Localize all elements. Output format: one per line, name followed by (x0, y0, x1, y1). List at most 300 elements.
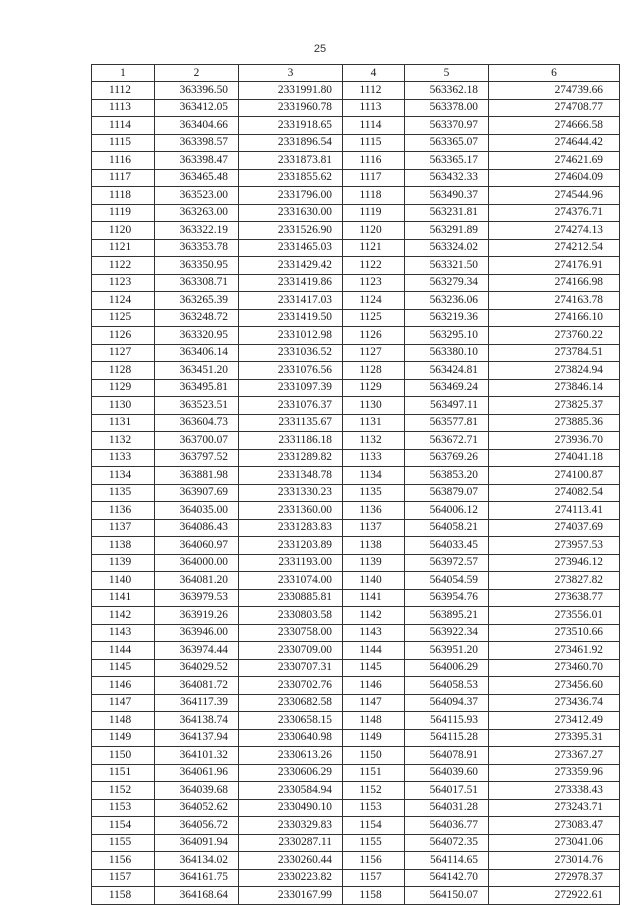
table-row (92, 117, 620, 135)
coordinate-y1-cell: 2331918.65 (239, 117, 343, 135)
coordinate-x1-cell: 364035.00 (155, 502, 239, 520)
coordinate-y1-cell: 2330709.00 (239, 642, 343, 660)
table-row (92, 554, 620, 572)
coordinate-x1-cell: 363396.50 (155, 82, 239, 100)
coordinate-x2-cell: 564017.51 (405, 782, 489, 800)
point-number-cell: 1126 (92, 327, 155, 345)
point-number-cell: 1140 (92, 572, 155, 590)
coordinate-x2-cell: 564039.60 (405, 764, 489, 782)
table-row (92, 799, 620, 817)
coordinate-x1-cell: 363412.05 (155, 99, 239, 117)
point-number-cell: 1138 (92, 537, 155, 555)
table-row (92, 537, 620, 555)
table-row (92, 379, 620, 397)
coordinate-y2-cell: 273827.82 (489, 572, 620, 590)
coordinate-y1-cell: 2330803.58 (239, 607, 343, 625)
table-row (92, 607, 620, 625)
point-number-2-cell: 1151 (343, 764, 405, 782)
coordinate-y2-cell: 274739.66 (489, 82, 620, 100)
coordinate-x2-cell: 564115.93 (405, 712, 489, 730)
coordinate-y1-cell: 2331348.78 (239, 467, 343, 485)
coordinate-y1-cell: 2331429.42 (239, 257, 343, 275)
point-number-cell: 1124 (92, 292, 155, 310)
table-row (92, 659, 620, 677)
point-number-2-cell: 1140 (343, 572, 405, 590)
point-number-cell: 1113 (92, 99, 155, 117)
table-row (92, 817, 620, 835)
coordinate-x2-cell: 564142.70 (405, 869, 489, 887)
coordinate-y1-cell: 2331036.52 (239, 344, 343, 362)
table-row (92, 99, 620, 117)
coordinate-y1-cell: 2331283.83 (239, 519, 343, 537)
coordinate-x1-cell: 364134.02 (155, 852, 239, 870)
page-number: 25 (313, 43, 327, 55)
coordinate-y2-cell: 273556.01 (489, 607, 620, 625)
point-number-2-cell: 1149 (343, 729, 405, 747)
point-number-cell: 1139 (92, 554, 155, 572)
point-number-2-cell: 1128 (343, 362, 405, 380)
coordinate-x1-cell: 363797.52 (155, 449, 239, 467)
coordinate-x2-cell: 563951.20 (405, 642, 489, 660)
coordinate-y1-cell: 2330640.98 (239, 729, 343, 747)
coordinate-x2-cell: 563219.36 (405, 309, 489, 327)
coordinate-y2-cell: 273243.71 (489, 799, 620, 817)
coordinate-x2-cell: 563769.26 (405, 449, 489, 467)
coordinate-y2-cell: 273460.70 (489, 659, 620, 677)
coordinate-x2-cell: 563469.24 (405, 379, 489, 397)
point-number-cell: 1143 (92, 624, 155, 642)
coordinate-x2-cell: 563432.33 (405, 169, 489, 187)
table-row (92, 432, 620, 450)
point-number-cell: 1134 (92, 467, 155, 485)
table-row (92, 344, 620, 362)
table-row (92, 222, 620, 240)
coordinate-y1-cell: 2331074.00 (239, 572, 343, 590)
coordinate-x2-cell: 563321.50 (405, 257, 489, 275)
coordinate-y1-cell: 2331417.03 (239, 292, 343, 310)
coordinate-y2-cell: 273083.47 (489, 817, 620, 835)
coordinate-y1-cell: 2331203.89 (239, 537, 343, 555)
coordinate-y1-cell: 2331186.18 (239, 432, 343, 450)
coordinate-x2-cell: 563236.06 (405, 292, 489, 310)
coordinate-y2-cell: 274621.69 (489, 152, 620, 170)
coordinate-x2-cell: 563279.34 (405, 274, 489, 292)
coordinate-x1-cell: 363604.73 (155, 414, 239, 432)
point-number-cell: 1116 (92, 152, 155, 170)
coordinate-y2-cell: 273946.12 (489, 554, 620, 572)
coordinate-y1-cell: 2331289.82 (239, 449, 343, 467)
table-row (92, 187, 620, 205)
coordinate-x2-cell: 564031.28 (405, 799, 489, 817)
coordinate-y2-cell: 274166.98 (489, 274, 620, 292)
table-row (92, 747, 620, 765)
column-header-6: 6 (489, 65, 620, 82)
table-row (92, 82, 620, 100)
point-number-cell: 1123 (92, 274, 155, 292)
coordinate-y2-cell: 273825.37 (489, 397, 620, 415)
table-row (92, 467, 620, 485)
coordinate-y1-cell: 2331076.37 (239, 397, 343, 415)
point-number-cell: 1146 (92, 677, 155, 695)
point-number-cell: 1117 (92, 169, 155, 187)
table-row (92, 869, 620, 887)
coordinate-y1-cell: 2331465.03 (239, 239, 343, 257)
point-number-2-cell: 1113 (343, 99, 405, 117)
point-number-cell: 1136 (92, 502, 155, 520)
point-number-2-cell: 1123 (343, 274, 405, 292)
point-number-2-cell: 1124 (343, 292, 405, 310)
coordinate-y1-cell: 2330490.10 (239, 799, 343, 817)
coordinate-y1-cell: 2331873.81 (239, 152, 343, 170)
point-number-2-cell: 1146 (343, 677, 405, 695)
coordinate-x2-cell: 563672.71 (405, 432, 489, 450)
table-row (92, 292, 620, 310)
coordinate-x1-cell: 363974.44 (155, 642, 239, 660)
coordinate-x2-cell: 564094.37 (405, 694, 489, 712)
table-row (92, 852, 620, 870)
coordinate-x1-cell: 363322.19 (155, 222, 239, 240)
table-row (92, 169, 620, 187)
table-row (92, 712, 620, 730)
point-number-2-cell: 1120 (343, 222, 405, 240)
coordinate-y1-cell: 2331526.90 (239, 222, 343, 240)
coordinate-y2-cell: 274166.10 (489, 309, 620, 327)
point-number-2-cell: 1148 (343, 712, 405, 730)
column-header-5: 5 (405, 65, 489, 82)
coordinate-x1-cell: 363398.57 (155, 134, 239, 152)
coordinate-y1-cell: 2331012.98 (239, 327, 343, 345)
coordinate-x1-cell: 364101.32 (155, 747, 239, 765)
table-row (92, 834, 620, 852)
point-number-2-cell: 1157 (343, 869, 405, 887)
coordinate-x2-cell: 564058.21 (405, 519, 489, 537)
table-row (92, 152, 620, 170)
coordinate-x1-cell: 363248.72 (155, 309, 239, 327)
coordinate-x1-cell: 364060.97 (155, 537, 239, 555)
point-number-2-cell: 1112 (343, 82, 405, 100)
coordinate-y1-cell: 2330287.11 (239, 834, 343, 852)
coordinate-x2-cell: 564006.12 (405, 502, 489, 520)
point-number-cell: 1142 (92, 607, 155, 625)
coordinate-x1-cell: 364137.94 (155, 729, 239, 747)
coordinate-x2-cell: 564054.59 (405, 572, 489, 590)
table-row (92, 204, 620, 222)
coordinate-y2-cell: 273338.43 (489, 782, 620, 800)
table-row (92, 362, 620, 380)
point-number-cell: 1155 (92, 834, 155, 852)
point-number-2-cell: 1147 (343, 694, 405, 712)
coordinate-x2-cell: 563365.17 (405, 152, 489, 170)
coordinate-x1-cell: 363881.98 (155, 467, 239, 485)
point-number-cell: 1115 (92, 134, 155, 152)
coordinate-y1-cell: 2330584.94 (239, 782, 343, 800)
table-row (92, 729, 620, 747)
coordinate-x1-cell: 363523.00 (155, 187, 239, 205)
point-number-cell: 1149 (92, 729, 155, 747)
coordinate-x2-cell: 563380.10 (405, 344, 489, 362)
point-number-cell: 1131 (92, 414, 155, 432)
coordinate-x1-cell: 363350.95 (155, 257, 239, 275)
point-number-2-cell: 1155 (343, 834, 405, 852)
coordinate-y1-cell: 2331855.62 (239, 169, 343, 187)
coordinate-y2-cell: 273957.53 (489, 537, 620, 555)
point-number-2-cell: 1142 (343, 607, 405, 625)
point-number-2-cell: 1134 (343, 467, 405, 485)
table-row (92, 274, 620, 292)
coordinate-x1-cell: 363320.95 (155, 327, 239, 345)
coordinate-x1-cell: 364117.39 (155, 694, 239, 712)
point-number-cell: 1154 (92, 817, 155, 835)
point-number-cell: 1156 (92, 852, 155, 870)
point-number-cell: 1157 (92, 869, 155, 887)
coordinate-y1-cell: 2331896.54 (239, 134, 343, 152)
coordinate-y2-cell: 274212.54 (489, 239, 620, 257)
point-number-cell: 1118 (92, 187, 155, 205)
point-number-2-cell: 1153 (343, 799, 405, 817)
coordinate-y1-cell: 2330223.82 (239, 869, 343, 887)
point-number-2-cell: 1136 (343, 502, 405, 520)
coordinate-x2-cell: 563490.37 (405, 187, 489, 205)
table-row (92, 764, 620, 782)
point-number-cell: 1158 (92, 887, 155, 905)
point-number-2-cell: 1130 (343, 397, 405, 415)
table-row (92, 694, 620, 712)
coordinate-x1-cell: 364039.68 (155, 782, 239, 800)
point-number-2-cell: 1125 (343, 309, 405, 327)
coordinate-x1-cell: 363919.26 (155, 607, 239, 625)
coordinate-y2-cell: 274666.58 (489, 117, 620, 135)
coordinate-y2-cell: 272922.61 (489, 887, 620, 905)
table-row (92, 677, 620, 695)
point-number-2-cell: 1127 (343, 344, 405, 362)
point-number-2-cell: 1126 (343, 327, 405, 345)
coordinate-x2-cell: 563954.76 (405, 589, 489, 607)
coordinate-y1-cell: 2330329.83 (239, 817, 343, 835)
table-row (92, 502, 620, 520)
point-number-cell: 1147 (92, 694, 155, 712)
point-number-cell: 1112 (92, 82, 155, 100)
coordinate-x1-cell: 364000.00 (155, 554, 239, 572)
coordinate-x1-cell: 363353.78 (155, 239, 239, 257)
point-number-2-cell: 1119 (343, 204, 405, 222)
coordinate-y2-cell: 274644.42 (489, 134, 620, 152)
coordinate-y2-cell: 273760.22 (489, 327, 620, 345)
coordinate-y1-cell: 2331360.00 (239, 502, 343, 520)
table-row (92, 782, 620, 800)
coordinate-y2-cell: 274037.69 (489, 519, 620, 537)
coordinate-y2-cell: 273510.66 (489, 624, 620, 642)
coordinate-x2-cell: 564114.65 (405, 852, 489, 870)
point-number-2-cell: 1131 (343, 414, 405, 432)
point-number-cell: 1145 (92, 659, 155, 677)
column-header-4: 4 (343, 65, 405, 82)
coordinate-y1-cell: 2330682.58 (239, 694, 343, 712)
coordinate-x2-cell: 563370.97 (405, 117, 489, 135)
table-row (92, 397, 620, 415)
point-number-2-cell: 1138 (343, 537, 405, 555)
coordinate-y2-cell: 274113.41 (489, 502, 620, 520)
coordinate-x2-cell: 563895.21 (405, 607, 489, 625)
coordinate-y1-cell: 2331330.23 (239, 484, 343, 502)
coordinate-x2-cell: 563324.02 (405, 239, 489, 257)
point-number-2-cell: 1121 (343, 239, 405, 257)
coordinate-y2-cell: 273846.14 (489, 379, 620, 397)
point-number-cell: 1122 (92, 257, 155, 275)
coordinate-y1-cell: 2331097.39 (239, 379, 343, 397)
point-number-cell: 1120 (92, 222, 155, 240)
point-number-cell: 1137 (92, 519, 155, 537)
coordinate-x1-cell: 364061.96 (155, 764, 239, 782)
point-number-2-cell: 1118 (343, 187, 405, 205)
coordinate-y2-cell: 273461.92 (489, 642, 620, 660)
coordinate-y1-cell: 2331419.50 (239, 309, 343, 327)
coordinate-y2-cell: 273436.74 (489, 694, 620, 712)
coordinate-y1-cell: 2330613.26 (239, 747, 343, 765)
point-number-2-cell: 1154 (343, 817, 405, 835)
coordinate-x1-cell: 363979.53 (155, 589, 239, 607)
coordinate-x2-cell: 563879.07 (405, 484, 489, 502)
coordinate-y1-cell: 2331135.67 (239, 414, 343, 432)
coordinate-y1-cell: 2331419.86 (239, 274, 343, 292)
coordinate-y1-cell: 2331960.78 (239, 99, 343, 117)
coordinate-x2-cell: 564072.35 (405, 834, 489, 852)
coordinate-x1-cell: 363398.47 (155, 152, 239, 170)
point-number-cell: 1135 (92, 484, 155, 502)
point-number-cell: 1133 (92, 449, 155, 467)
table-row (92, 589, 620, 607)
point-number-2-cell: 1141 (343, 589, 405, 607)
point-number-2-cell: 1158 (343, 887, 405, 905)
coordinate-y1-cell: 2330702.76 (239, 677, 343, 695)
coordinate-y2-cell: 273885.36 (489, 414, 620, 432)
coordinate-x2-cell: 563424.81 (405, 362, 489, 380)
coordinate-x2-cell: 564150.07 (405, 887, 489, 905)
coordinate-y2-cell: 274376.71 (489, 204, 620, 222)
point-number-2-cell: 1129 (343, 379, 405, 397)
coordinate-y2-cell: 273041.06 (489, 834, 620, 852)
coordinate-x2-cell: 564036.77 (405, 817, 489, 835)
point-number-cell: 1127 (92, 344, 155, 362)
table-row (92, 519, 620, 537)
header-row (92, 65, 620, 82)
coordinate-y1-cell: 2331193.00 (239, 554, 343, 572)
coordinate-x1-cell: 363263.00 (155, 204, 239, 222)
point-number-2-cell: 1114 (343, 117, 405, 135)
point-number-cell: 1152 (92, 782, 155, 800)
point-number-cell: 1141 (92, 589, 155, 607)
coordinate-x1-cell: 363451.20 (155, 362, 239, 380)
point-number-2-cell: 1144 (343, 642, 405, 660)
coordinate-y2-cell: 273412.49 (489, 712, 620, 730)
coordinate-x1-cell: 364052.62 (155, 799, 239, 817)
point-number-2-cell: 1122 (343, 257, 405, 275)
coordinates-table (91, 64, 620, 905)
point-number-cell: 1150 (92, 747, 155, 765)
point-number-2-cell: 1156 (343, 852, 405, 870)
point-number-2-cell: 1145 (343, 659, 405, 677)
coordinate-y2-cell: 274100.87 (489, 467, 620, 485)
point-number-2-cell: 1117 (343, 169, 405, 187)
table-row (92, 257, 620, 275)
point-number-cell: 1125 (92, 309, 155, 327)
table-row (92, 327, 620, 345)
point-number-cell: 1144 (92, 642, 155, 660)
coordinate-x2-cell: 563295.10 (405, 327, 489, 345)
coordinate-x1-cell: 363907.69 (155, 484, 239, 502)
point-number-cell: 1132 (92, 432, 155, 450)
table-header (92, 65, 620, 82)
coordinate-x2-cell: 563577.81 (405, 414, 489, 432)
coordinate-x1-cell: 363265.39 (155, 292, 239, 310)
coordinate-y2-cell: 273359.96 (489, 764, 620, 782)
coordinate-x1-cell: 364161.75 (155, 869, 239, 887)
coordinate-x2-cell: 563922.34 (405, 624, 489, 642)
coordinate-x1-cell: 364091.94 (155, 834, 239, 852)
coordinate-y2-cell: 274274.13 (489, 222, 620, 240)
point-number-2-cell: 1115 (343, 134, 405, 152)
coordinate-x2-cell: 563853.20 (405, 467, 489, 485)
coordinate-y1-cell: 2331076.56 (239, 362, 343, 380)
coordinate-x1-cell: 364086.43 (155, 519, 239, 537)
table-row (92, 484, 620, 502)
coordinate-y1-cell: 2331991.80 (239, 82, 343, 100)
point-number-2-cell: 1132 (343, 432, 405, 450)
point-number-2-cell: 1135 (343, 484, 405, 502)
point-number-cell: 1119 (92, 204, 155, 222)
coordinate-x1-cell: 364029.52 (155, 659, 239, 677)
coordinate-x2-cell: 563362.18 (405, 82, 489, 100)
table-row (92, 449, 620, 467)
point-number-cell: 1114 (92, 117, 155, 135)
coordinate-x2-cell: 564058.53 (405, 677, 489, 695)
coordinate-y1-cell: 2331630.00 (239, 204, 343, 222)
coordinate-x1-cell: 363523.51 (155, 397, 239, 415)
coordinate-y2-cell: 273824.94 (489, 362, 620, 380)
coordinate-x2-cell: 563378.00 (405, 99, 489, 117)
coordinate-x1-cell: 363308.71 (155, 274, 239, 292)
point-number-cell: 1128 (92, 362, 155, 380)
point-number-2-cell: 1139 (343, 554, 405, 572)
coordinate-y1-cell: 2331796.00 (239, 187, 343, 205)
coordinate-y2-cell: 274041.18 (489, 449, 620, 467)
table-body (92, 82, 620, 905)
coordinate-y2-cell: 274082.54 (489, 484, 620, 502)
coordinate-x1-cell: 363406.14 (155, 344, 239, 362)
coordinate-y2-cell: 274708.77 (489, 99, 620, 117)
point-number-cell: 1153 (92, 799, 155, 817)
table-row (92, 624, 620, 642)
point-number-cell: 1121 (92, 239, 155, 257)
coordinate-x1-cell: 363465.48 (155, 169, 239, 187)
coordinate-y2-cell: 272978.37 (489, 869, 620, 887)
coordinate-y2-cell: 273638.77 (489, 589, 620, 607)
column-header-3: 3 (239, 65, 343, 82)
coordinate-x2-cell: 564006.29 (405, 659, 489, 677)
coordinate-y2-cell: 273395.31 (489, 729, 620, 747)
point-number-2-cell: 1150 (343, 747, 405, 765)
coordinate-y1-cell: 2330606.29 (239, 764, 343, 782)
table-row (92, 642, 620, 660)
coordinate-x2-cell: 563365.07 (405, 134, 489, 152)
point-number-2-cell: 1137 (343, 519, 405, 537)
point-number-2-cell: 1152 (343, 782, 405, 800)
coordinate-x2-cell: 564115.28 (405, 729, 489, 747)
coordinate-y2-cell: 273936.70 (489, 432, 620, 450)
point-number-cell: 1129 (92, 379, 155, 397)
coordinate-y2-cell: 273367.27 (489, 747, 620, 765)
column-header-2: 2 (155, 65, 239, 82)
coordinate-x2-cell: 563972.57 (405, 554, 489, 572)
